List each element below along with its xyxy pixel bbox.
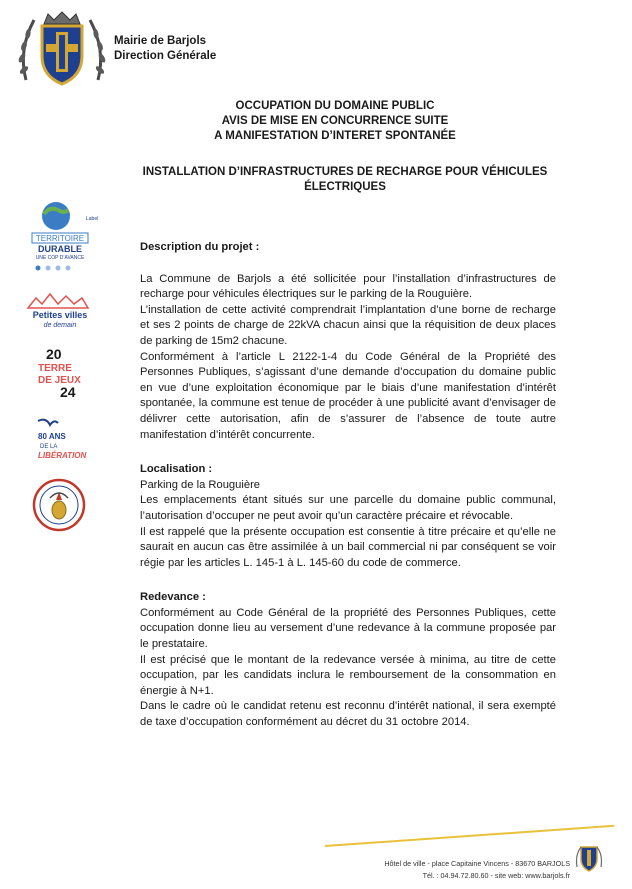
municipal-coat-of-arms (16, 10, 108, 88)
subtitle-line-2: ÉLECTRIQUES (304, 181, 386, 193)
seal-emblem (32, 478, 86, 532)
footer-accent-line (325, 825, 614, 847)
document-subtitle (80, 165, 610, 195)
territoire-line1: TERRITOIRE (35, 234, 85, 243)
description-paragraph-3: Conformément à l’article L 2122-1-4 du Code Général de la Propriété des Personnes Publiques, s’agissant d’une demande d’occupation du domaine public en vue d’une exploitation économique par le biais d’une manifestation d’intérêt spontanée, la commune est tenue de procéder à une publicité avant d’envisager de délivrer cette autorisation, afin de s’assurer de l’absence de toute autre manifestation d’intérêt concurrente. (140, 350, 556, 441)
liberation-80-ans-logo (32, 415, 92, 465)
organization-name: Mairie de Barjols (114, 35, 207, 47)
liberation-line1: 80 ANS (38, 432, 66, 441)
document-title (60, 99, 610, 144)
terre-de-jeux-logo (32, 345, 92, 401)
document-body (140, 240, 556, 731)
footer-contact-line: Tél. : 04.94.72.80.60 - site web: www.barjols.fr (422, 871, 570, 880)
title-line-3: A MANIFESTATION D’INTERET SPONTANÉE (214, 130, 456, 142)
footer-crest-icon (575, 843, 603, 873)
territoire-label: Label (86, 216, 99, 222)
description-paragraph-2: L’installation de cette activité comprendrait l’implantation d’une borne de recharge et ses 2 points de charge de 22kVA chacun ainsi que la réquisition de deux places de parking de 15m2 chacune. (140, 303, 556, 347)
subtitle-line-1: INSTALLATION D’INFRASTRUCTURES DE RECHARGE POUR VÉHICULES (142, 166, 548, 178)
organization-block (114, 34, 216, 64)
redevance-paragraph-1: Conformément au Code Général de la propriété des Personnes Publiques, cette occupation donne lieu au versement d’une redevance à la commune proposée par le prestataire. (140, 606, 556, 651)
liberation-line3: LIBÉRATION (38, 451, 87, 460)
localisation-paragraph-2: Les emplacements étant situés sur une parcelle du domaine public communal, l’autorisation d’occuper ne peut avoir qu’un caractère précaire et révocable. (140, 494, 556, 522)
localisation-paragraph-1: Parking de la Rouguière (140, 478, 261, 491)
territoire-line3: UNE COP D’AVANCE (35, 255, 85, 261)
territoire-line2: DURABLE (38, 244, 82, 254)
petites-villes-de-demain-logo (22, 290, 102, 330)
redevance-paragraph-3: Dans le cadre où le candidat retenu est reconnu d’intérêt national, il sera exempté de taxe d’occupation conformément au décret du 31 octobre 2014. (140, 700, 556, 729)
petites-villes-line2: de demain (43, 322, 77, 329)
terre-de-jeux-line3: DE JEUX (38, 375, 81, 386)
localisation-heading: Localisation : (140, 463, 213, 476)
petites-villes-line1: Petites villes (32, 310, 88, 320)
liberation-line2: DE LA (40, 444, 58, 450)
description-paragraph-1: La Commune de Barjols a été sollicitée pour l’installation d’infrastructures de recharge pour véhicules électriques sur le parking de la Rouguière. (140, 272, 556, 301)
territoire-durable-logo (28, 200, 100, 274)
terre-de-jeux-line1: 20 (46, 346, 62, 362)
footer-address-line: Hôtel de ville - place Capitaine Vincens - 83670 BARJOLS (384, 859, 570, 868)
localisation-paragraph-3: Il est rappelé que la présente occupation est consentie à titre précaire et qu’elle ne saurait en aucun cas être assimilée à un bail commercial ni par conséquent se voir régie par les articles L. 145-1 à L. 145-60 du code de commerce. (140, 525, 556, 569)
redevance-paragraph-2: Il est précisé que le montant de la redevance versée à minima, au titre de cette occupation, par les candidats inclura le remboursement de la consommation en énergie à N+1. (140, 653, 556, 697)
redevance-heading: Redevance : (140, 591, 206, 604)
title-line-1: OCCUPATION DU DOMAINE PUBLIC (235, 100, 435, 112)
terre-de-jeux-line4: 24 (60, 384, 76, 400)
title-line-2: AVIS DE MISE EN CONCURRENCE SUITE (221, 115, 449, 127)
description-heading: Description du projet : (140, 241, 260, 253)
terre-de-jeux-line2: TERRE (38, 363, 72, 374)
organization-department: Direction Générale (114, 50, 217, 62)
footer-address (380, 858, 570, 882)
